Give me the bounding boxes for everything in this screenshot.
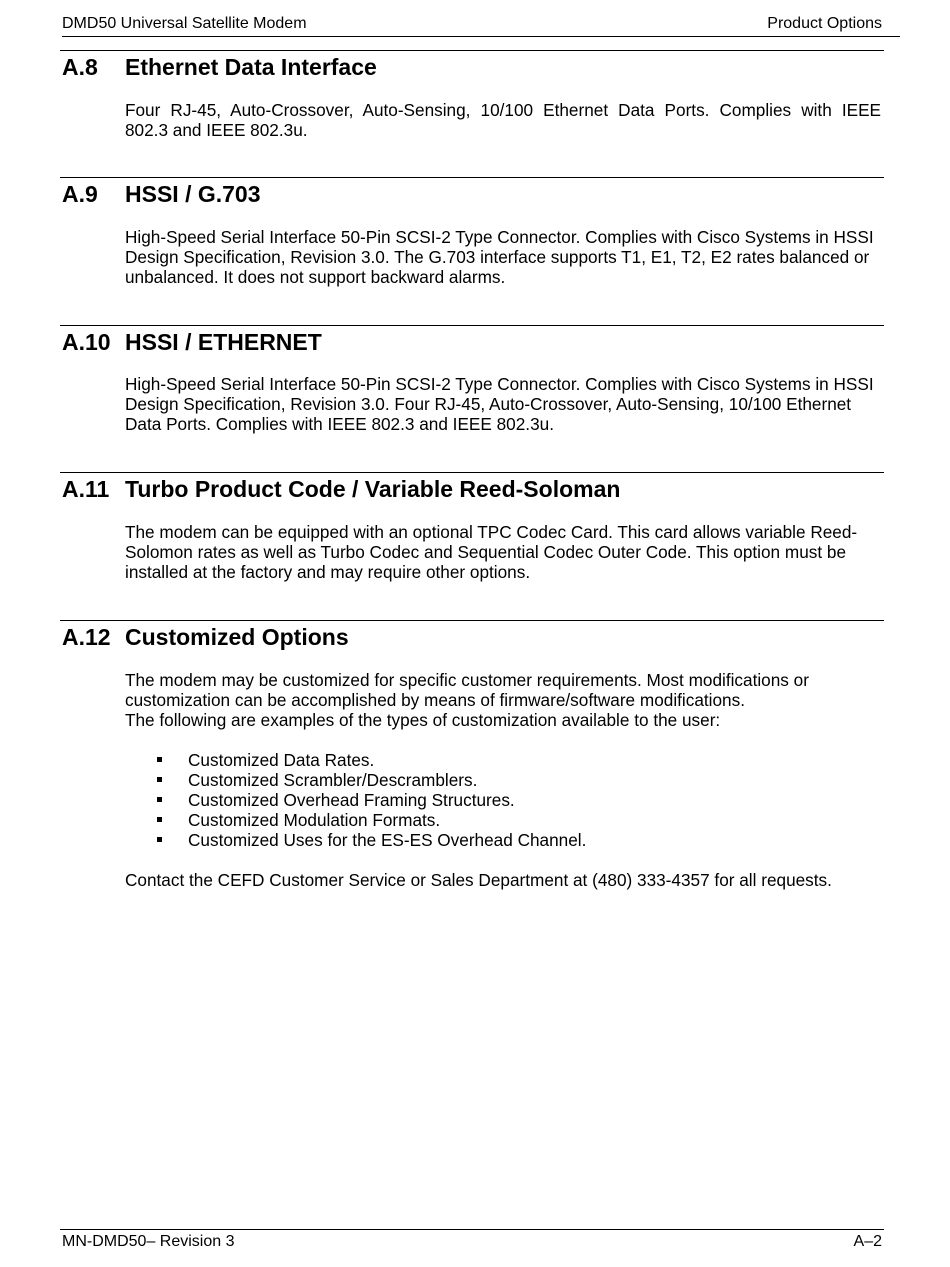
list-item xyxy=(125,810,881,830)
section-number: A.8 xyxy=(62,54,98,80)
bullet-square-icon xyxy=(157,777,162,782)
section-title: Customized Options xyxy=(125,624,349,650)
list-item-text: Customized Uses for the ES-ES Overhead Channel. xyxy=(188,830,587,850)
section-body xyxy=(125,374,881,434)
list-item xyxy=(125,750,881,770)
section-heading xyxy=(62,476,620,503)
section-title: Ethernet Data Interface xyxy=(125,54,377,80)
list-item-text: Customized Modulation Formats. xyxy=(188,810,441,830)
section-body-line: 802.3 and IEEE 802.3u. xyxy=(125,120,308,140)
section-a9 xyxy=(60,177,884,326)
section-title: HSSI / G.703 xyxy=(125,181,261,207)
section-body xyxy=(125,227,881,287)
section-body-line: Four RJ-45, Auto-Crossover, Auto-Sensing, 10/100 Ethernet Data Ports. Complies with IEEE xyxy=(125,100,881,120)
section-body-line: The following are examples of the types of customization available to the user: xyxy=(125,710,721,730)
page-header xyxy=(62,14,900,37)
section-body xyxy=(125,100,881,140)
list-item-text: Customized Overhead Framing Structures. xyxy=(188,790,515,810)
bullet-square-icon xyxy=(157,797,162,802)
section-paragraph: The modem can be equipped with an optional TPC Codec Card. This card allows variable Reed-Solomon rates as well as Turbo Codec and Sequential Codec Outer Code. This option must be installed at the factory and may require other options. xyxy=(125,522,858,582)
bullet-square-icon xyxy=(157,757,162,762)
section-number: A.11 xyxy=(62,476,110,502)
section-heading xyxy=(62,329,322,356)
section-paragraph: High-Speed Serial Interface 50-Pin SCSI-2 Type Connector. Complies with Cisco Systems in HSSI Design Specification, Revision 3.0. The G.703 interface supports T1, E1, T2, E2 rates balanced or unbalanced. It does not support backward alarms. xyxy=(125,227,874,287)
section-title: Turbo Product Code / Variable Reed-Soloman xyxy=(125,476,621,502)
section-paragraph: High-Speed Serial Interface 50-Pin SCSI-2 Type Connector. Complies with Cisco Systems in HSSI Design Specification, Revision 3.0. Four RJ-45, Auto-Crossover, Auto-Sensing, 10/100 Ethernet Data Ports. Complies with IEEE 802.3 and IEEE 802.3u. xyxy=(125,374,874,434)
list-item xyxy=(125,790,881,810)
header-chapter: Product Options xyxy=(767,15,882,32)
list-item-text: Customized Data Rates. xyxy=(188,750,375,770)
bullet-square-icon xyxy=(157,837,162,842)
section-heading xyxy=(62,181,261,208)
section-heading xyxy=(62,624,349,651)
header-doc-title: DMD50 Universal Satellite Modem xyxy=(62,15,307,32)
list-item xyxy=(125,770,881,790)
section-a12 xyxy=(60,620,884,911)
page-footer xyxy=(60,1229,884,1250)
section-title: HSSI / ETHERNET xyxy=(125,329,322,355)
list-item xyxy=(125,830,881,850)
contact-paragraph: Contact the CEFD Customer Service or Sales Department at (480) 333-4357 for all requests. xyxy=(125,870,832,890)
section-body-line: customization can be accomplished by means of firmware/software modifications. xyxy=(125,690,745,710)
list-item-text: Customized Scrambler/Descramblers. xyxy=(188,770,478,790)
footer-doc-number: MN-DMD50– Revision 3 xyxy=(62,1233,235,1250)
section-a11 xyxy=(60,472,884,621)
section-number: A.12 xyxy=(62,624,111,650)
section-heading xyxy=(62,54,377,81)
footer-page-number: A–2 xyxy=(853,1233,882,1250)
section-body xyxy=(125,670,881,890)
customization-list xyxy=(125,750,881,850)
section-a10 xyxy=(60,325,884,474)
section-a8 xyxy=(60,50,884,179)
section-body-line: The modem may be customized for specific customer requirements. Most modifications or xyxy=(125,670,809,690)
bullet-square-icon xyxy=(157,817,162,822)
section-number: A.9 xyxy=(62,181,98,207)
section-number: A.10 xyxy=(62,329,111,355)
section-body xyxy=(125,522,881,582)
